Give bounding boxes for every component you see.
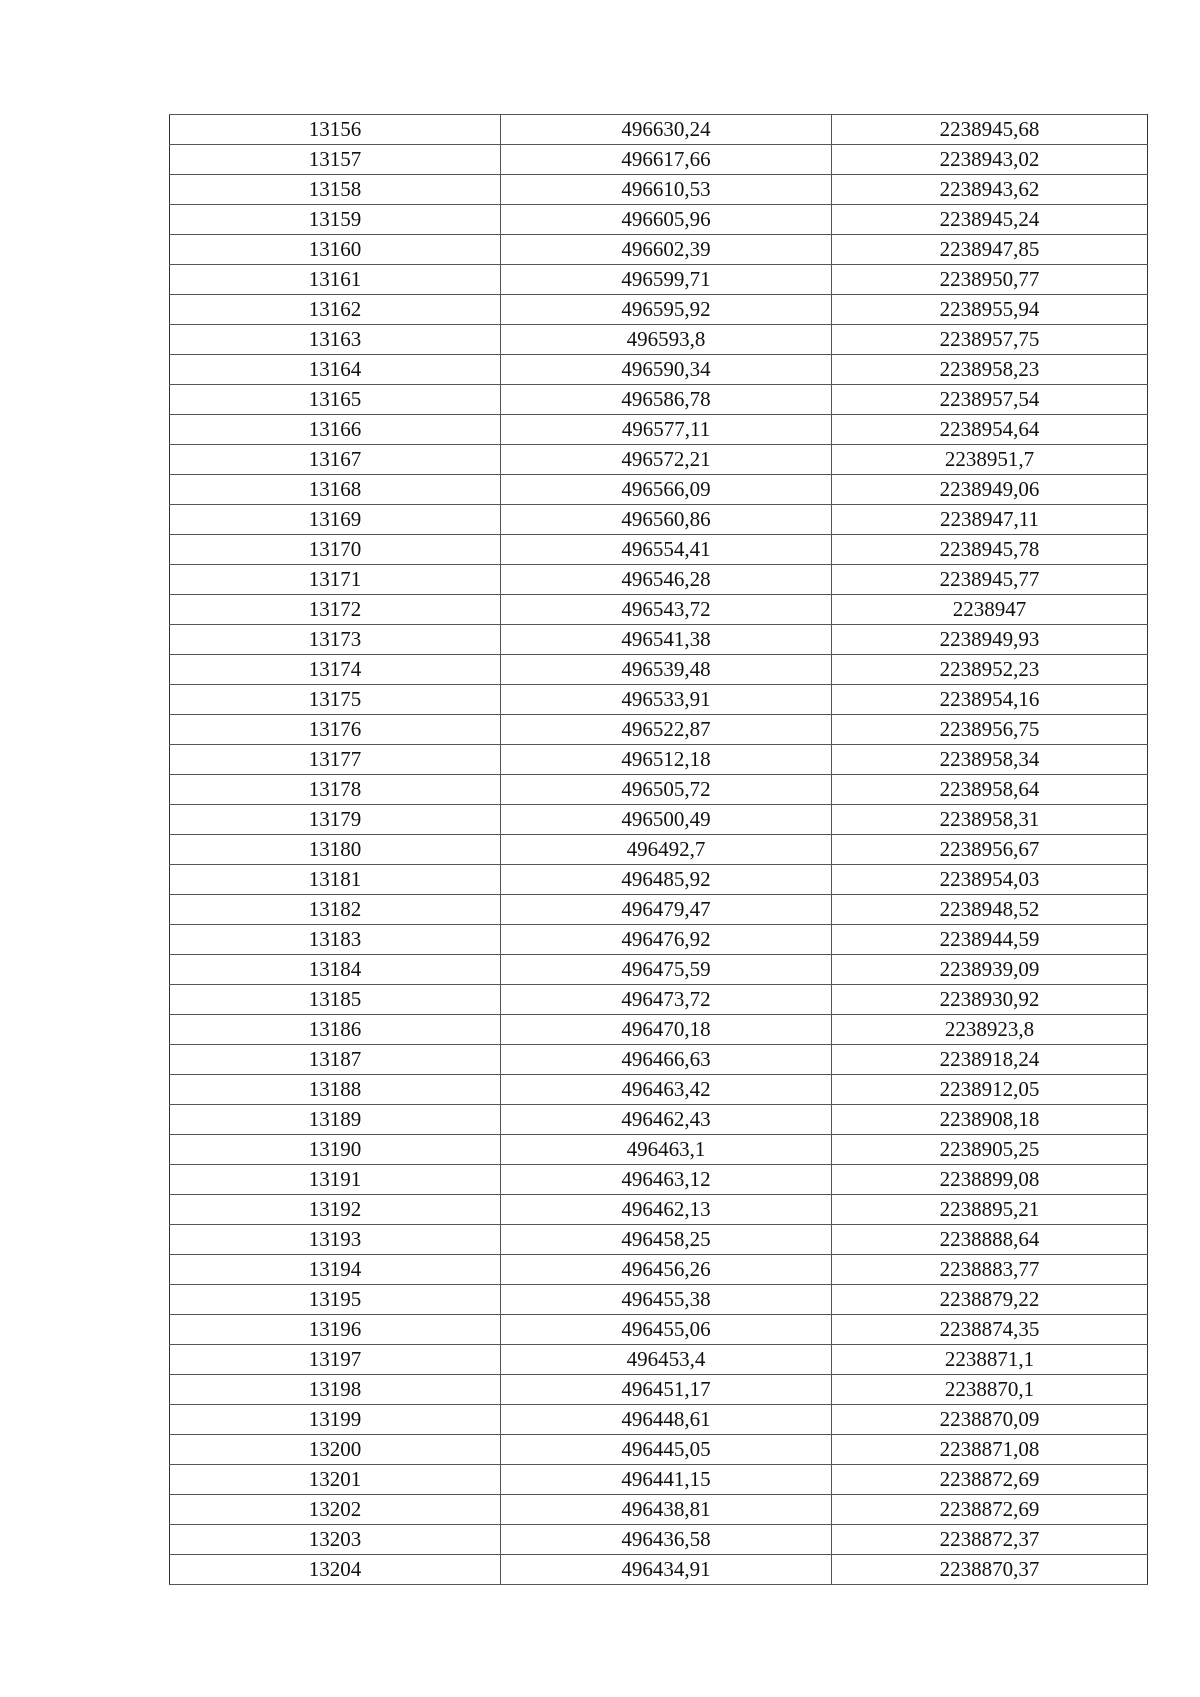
x-coordinate-cell: 496462,13: [501, 1195, 832, 1225]
point-number-cell: 13177: [170, 745, 501, 775]
x-coordinate-cell: 496590,34: [501, 355, 832, 385]
table-row: [170, 655, 1148, 685]
x-coordinate-cell: 496463,1: [501, 1135, 832, 1165]
y-coordinate-cell: 2238870,1: [832, 1375, 1148, 1405]
y-coordinate-cell: 2238955,94: [832, 295, 1148, 325]
point-number-cell: 13178: [170, 775, 501, 805]
point-number-cell: 13191: [170, 1165, 501, 1195]
y-coordinate-cell: 2238956,75: [832, 715, 1148, 745]
y-coordinate-cell: 2238883,77: [832, 1255, 1148, 1285]
y-coordinate-cell: 2238870,37: [832, 1555, 1148, 1585]
table-row: [170, 355, 1148, 385]
table-row: [170, 775, 1148, 805]
table-row: [170, 1405, 1148, 1435]
table-row: [170, 1465, 1148, 1495]
y-coordinate-cell: 2238954,16: [832, 685, 1148, 715]
table-row: [170, 1195, 1148, 1225]
y-coordinate-cell: 2238951,7: [832, 445, 1148, 475]
table-row: [170, 565, 1148, 595]
point-number-cell: 13174: [170, 655, 501, 685]
y-coordinate-cell: 2238952,23: [832, 655, 1148, 685]
point-number-cell: 13158: [170, 175, 501, 205]
y-coordinate-cell: 2238879,22: [832, 1285, 1148, 1315]
y-coordinate-cell: 2238899,08: [832, 1165, 1148, 1195]
y-coordinate-cell: 2238908,18: [832, 1105, 1148, 1135]
point-number-cell: 13172: [170, 595, 501, 625]
x-coordinate-cell: 496445,05: [501, 1435, 832, 1465]
x-coordinate-cell: 496476,92: [501, 925, 832, 955]
x-coordinate-cell: 496438,81: [501, 1495, 832, 1525]
table-row: [170, 475, 1148, 505]
point-number-cell: 13164: [170, 355, 501, 385]
point-number-cell: 13196: [170, 1315, 501, 1345]
table-row: [170, 715, 1148, 745]
y-coordinate-cell: 2238918,24: [832, 1045, 1148, 1075]
x-coordinate-cell: 496512,18: [501, 745, 832, 775]
y-coordinate-cell: 2238954,64: [832, 415, 1148, 445]
point-number-cell: 13167: [170, 445, 501, 475]
x-coordinate-cell: 496436,58: [501, 1525, 832, 1555]
x-coordinate-cell: 496605,96: [501, 205, 832, 235]
y-coordinate-cell: 2238912,05: [832, 1075, 1148, 1105]
y-coordinate-cell: 2238888,64: [832, 1225, 1148, 1255]
point-number-cell: 13176: [170, 715, 501, 745]
y-coordinate-cell: 2238958,31: [832, 805, 1148, 835]
table-row: [170, 1045, 1148, 1075]
y-coordinate-cell: 2238872,37: [832, 1525, 1148, 1555]
x-coordinate-cell: 496533,91: [501, 685, 832, 715]
table-row: [170, 415, 1148, 445]
table-row: [170, 235, 1148, 265]
table-row: [170, 805, 1148, 835]
y-coordinate-cell: 2238872,69: [832, 1465, 1148, 1495]
y-coordinate-cell: 2238872,69: [832, 1495, 1148, 1525]
x-coordinate-cell: 496473,72: [501, 985, 832, 1015]
point-number-cell: 13190: [170, 1135, 501, 1165]
x-coordinate-cell: 496572,21: [501, 445, 832, 475]
x-coordinate-cell: 496466,63: [501, 1045, 832, 1075]
table-row: [170, 745, 1148, 775]
coordinates-table: [169, 114, 1148, 1585]
table-row: [170, 1285, 1148, 1315]
y-coordinate-cell: 2238923,8: [832, 1015, 1148, 1045]
point-number-cell: 13165: [170, 385, 501, 415]
table-row: [170, 595, 1148, 625]
y-coordinate-cell: 2238945,77: [832, 565, 1148, 595]
point-number-cell: 13169: [170, 505, 501, 535]
x-coordinate-cell: 496560,86: [501, 505, 832, 535]
table-row: [170, 925, 1148, 955]
y-coordinate-cell: 2238905,25: [832, 1135, 1148, 1165]
table-row: [170, 1015, 1148, 1045]
table-row: [170, 625, 1148, 655]
x-coordinate-cell: 496475,59: [501, 955, 832, 985]
y-coordinate-cell: 2238945,78: [832, 535, 1148, 565]
point-number-cell: 13189: [170, 1105, 501, 1135]
x-coordinate-cell: 496610,53: [501, 175, 832, 205]
table-row: [170, 205, 1148, 235]
x-coordinate-cell: 496463,42: [501, 1075, 832, 1105]
x-coordinate-cell: 496630,24: [501, 115, 832, 145]
y-coordinate-cell: 2238957,54: [832, 385, 1148, 415]
table-row: [170, 1525, 1148, 1555]
x-coordinate-cell: 496448,61: [501, 1405, 832, 1435]
point-number-cell: 13159: [170, 205, 501, 235]
point-number-cell: 13175: [170, 685, 501, 715]
table-row: [170, 1345, 1148, 1375]
point-number-cell: 13186: [170, 1015, 501, 1045]
y-coordinate-cell: 2238958,64: [832, 775, 1148, 805]
x-coordinate-cell: 496541,38: [501, 625, 832, 655]
y-coordinate-cell: 2238870,09: [832, 1405, 1148, 1435]
table-row: [170, 445, 1148, 475]
y-coordinate-cell: 2238956,67: [832, 835, 1148, 865]
x-coordinate-cell: 496455,06: [501, 1315, 832, 1345]
point-number-cell: 13198: [170, 1375, 501, 1405]
x-coordinate-cell: 496434,91: [501, 1555, 832, 1585]
table-row: [170, 985, 1148, 1015]
point-number-cell: 13204: [170, 1555, 501, 1585]
x-coordinate-cell: 496463,12: [501, 1165, 832, 1195]
table-row: [170, 265, 1148, 295]
table-row: [170, 1315, 1148, 1345]
x-coordinate-cell: 496485,92: [501, 865, 832, 895]
y-coordinate-cell: 2238943,62: [832, 175, 1148, 205]
x-coordinate-cell: 496543,72: [501, 595, 832, 625]
x-coordinate-cell: 496566,09: [501, 475, 832, 505]
point-number-cell: 13156: [170, 115, 501, 145]
coordinates-table-body: [170, 115, 1148, 1585]
point-number-cell: 13199: [170, 1405, 501, 1435]
point-number-cell: 13157: [170, 145, 501, 175]
y-coordinate-cell: 2238874,35: [832, 1315, 1148, 1345]
point-number-cell: 13161: [170, 265, 501, 295]
point-number-cell: 13182: [170, 895, 501, 925]
point-number-cell: 13195: [170, 1285, 501, 1315]
table-row: [170, 295, 1148, 325]
y-coordinate-cell: 2238930,92: [832, 985, 1148, 1015]
table-row: [170, 1135, 1148, 1165]
x-coordinate-cell: 496522,87: [501, 715, 832, 745]
table-row: [170, 175, 1148, 205]
point-number-cell: 13188: [170, 1075, 501, 1105]
point-number-cell: 13202: [170, 1495, 501, 1525]
x-coordinate-cell: 496479,47: [501, 895, 832, 925]
table-row: [170, 895, 1148, 925]
y-coordinate-cell: 2238871,1: [832, 1345, 1148, 1375]
y-coordinate-cell: 2238945,24: [832, 205, 1148, 235]
y-coordinate-cell: 2238957,75: [832, 325, 1148, 355]
point-number-cell: 13193: [170, 1225, 501, 1255]
x-coordinate-cell: 496595,92: [501, 295, 832, 325]
table-row: [170, 505, 1148, 535]
x-coordinate-cell: 496500,49: [501, 805, 832, 835]
y-coordinate-cell: 2238947,11: [832, 505, 1148, 535]
y-coordinate-cell: 2238949,93: [832, 625, 1148, 655]
point-number-cell: 13162: [170, 295, 501, 325]
table-row: [170, 1075, 1148, 1105]
y-coordinate-cell: 2238949,06: [832, 475, 1148, 505]
x-coordinate-cell: 496456,26: [501, 1255, 832, 1285]
point-number-cell: 13168: [170, 475, 501, 505]
table-row: [170, 865, 1148, 895]
point-number-cell: 13160: [170, 235, 501, 265]
table-row: [170, 685, 1148, 715]
point-number-cell: 13166: [170, 415, 501, 445]
x-coordinate-cell: 496554,41: [501, 535, 832, 565]
y-coordinate-cell: 2238947,85: [832, 235, 1148, 265]
point-number-cell: 13203: [170, 1525, 501, 1555]
point-number-cell: 13200: [170, 1435, 501, 1465]
table-row: [170, 1495, 1148, 1525]
point-number-cell: 13179: [170, 805, 501, 835]
x-coordinate-cell: 496539,48: [501, 655, 832, 685]
point-number-cell: 13170: [170, 535, 501, 565]
x-coordinate-cell: 496492,7: [501, 835, 832, 865]
y-coordinate-cell: 2238948,52: [832, 895, 1148, 925]
x-coordinate-cell: 496577,11: [501, 415, 832, 445]
x-coordinate-cell: 496617,66: [501, 145, 832, 175]
table-row: [170, 1255, 1148, 1285]
point-number-cell: 13197: [170, 1345, 501, 1375]
point-number-cell: 13187: [170, 1045, 501, 1075]
x-coordinate-cell: 496505,72: [501, 775, 832, 805]
point-number-cell: 13185: [170, 985, 501, 1015]
x-coordinate-cell: 496462,43: [501, 1105, 832, 1135]
y-coordinate-cell: 2238895,21: [832, 1195, 1148, 1225]
table-row: [170, 1105, 1148, 1135]
y-coordinate-cell: 2238950,77: [832, 265, 1148, 295]
x-coordinate-cell: 496546,28: [501, 565, 832, 595]
table-row: [170, 385, 1148, 415]
y-coordinate-cell: 2238958,34: [832, 745, 1148, 775]
y-coordinate-cell: 2238947: [832, 595, 1148, 625]
point-number-cell: 13180: [170, 835, 501, 865]
table-row: [170, 325, 1148, 355]
table-row: [170, 955, 1148, 985]
table-row: [170, 1165, 1148, 1195]
y-coordinate-cell: 2238944,59: [832, 925, 1148, 955]
table-row: [170, 145, 1148, 175]
point-number-cell: 13171: [170, 565, 501, 595]
x-coordinate-cell: 496455,38: [501, 1285, 832, 1315]
x-coordinate-cell: 496593,8: [501, 325, 832, 355]
x-coordinate-cell: 496458,25: [501, 1225, 832, 1255]
x-coordinate-cell: 496586,78: [501, 385, 832, 415]
point-number-cell: 13181: [170, 865, 501, 895]
table-row: [170, 1225, 1148, 1255]
x-coordinate-cell: 496470,18: [501, 1015, 832, 1045]
table-row: [170, 1435, 1148, 1465]
y-coordinate-cell: 2238939,09: [832, 955, 1148, 985]
x-coordinate-cell: 496441,15: [501, 1465, 832, 1495]
point-number-cell: 13201: [170, 1465, 501, 1495]
table-row: [170, 1375, 1148, 1405]
table-row: [170, 115, 1148, 145]
table-row: [170, 835, 1148, 865]
point-number-cell: 13184: [170, 955, 501, 985]
table-row: [170, 535, 1148, 565]
point-number-cell: 13163: [170, 325, 501, 355]
point-number-cell: 13192: [170, 1195, 501, 1225]
point-number-cell: 13194: [170, 1255, 501, 1285]
x-coordinate-cell: 496453,4: [501, 1345, 832, 1375]
point-number-cell: 13173: [170, 625, 501, 655]
x-coordinate-cell: 496602,39: [501, 235, 832, 265]
table-row: [170, 1555, 1148, 1585]
y-coordinate-cell: 2238943,02: [832, 145, 1148, 175]
x-coordinate-cell: 496599,71: [501, 265, 832, 295]
point-number-cell: 13183: [170, 925, 501, 955]
y-coordinate-cell: 2238954,03: [832, 865, 1148, 895]
x-coordinate-cell: 496451,17: [501, 1375, 832, 1405]
y-coordinate-cell: 2238945,68: [832, 115, 1148, 145]
y-coordinate-cell: 2238958,23: [832, 355, 1148, 385]
y-coordinate-cell: 2238871,08: [832, 1435, 1148, 1465]
